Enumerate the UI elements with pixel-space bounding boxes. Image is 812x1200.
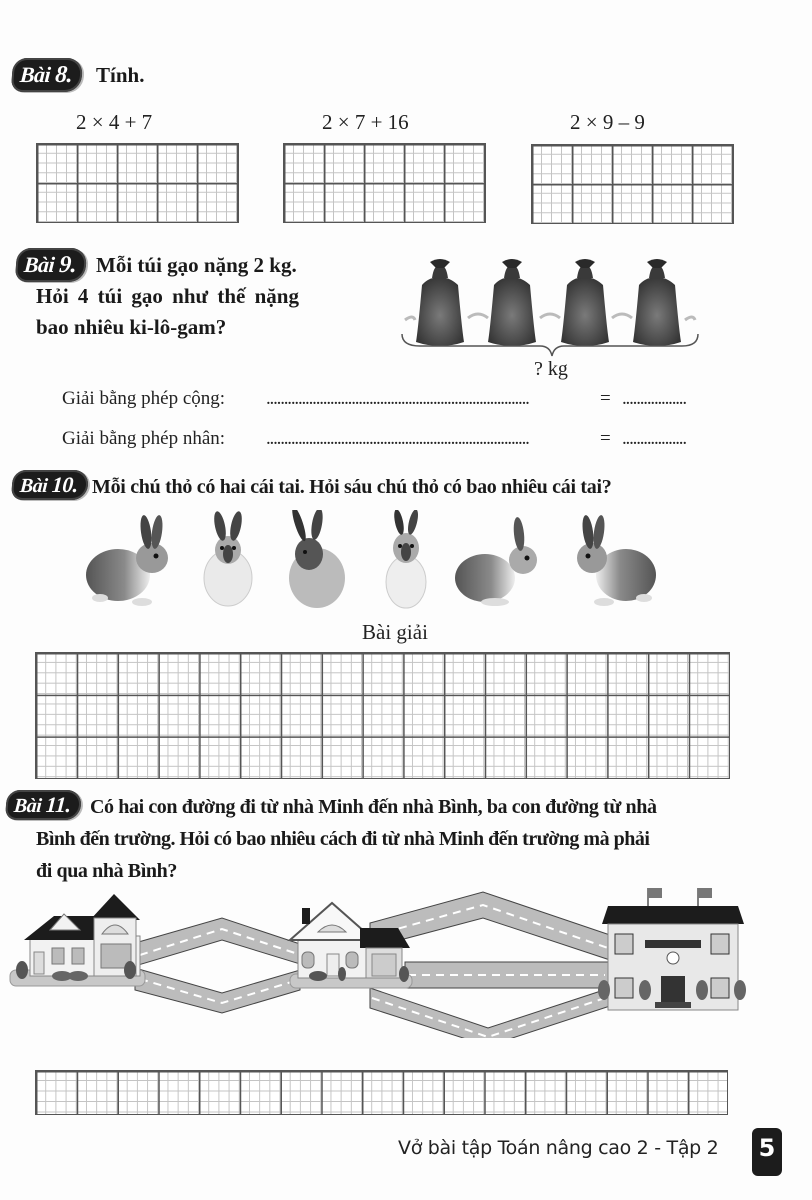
rice-sack-group-icon xyxy=(400,250,700,360)
answer-grid-11[interactable] xyxy=(35,1070,728,1115)
badge-prefix: Bài xyxy=(19,475,49,497)
addition-equals: = xyxy=(600,388,611,409)
road-icon xyxy=(405,962,610,988)
badge-prefix: Bài xyxy=(19,62,52,87)
exercise-9-badge xyxy=(15,248,88,282)
rabbit-icon xyxy=(86,514,168,606)
exercise-11-line-2: Bình đến trường. Hỏi có bao nhiêu cách đi từ nhà Minh đến trường mà phải xyxy=(36,828,650,850)
rabbit-icon xyxy=(289,510,345,608)
minh-house-icon xyxy=(10,894,145,986)
exercise-10-badge xyxy=(11,470,89,500)
page-number: 5 xyxy=(752,1128,782,1176)
exercise-8-title: Tính. xyxy=(96,63,145,87)
multiplication-equals: = xyxy=(600,428,611,449)
badge-prefix: Bài xyxy=(23,252,56,277)
brace-label: ? kg xyxy=(534,358,568,380)
rabbit-icon xyxy=(577,514,656,606)
solution-label: Bài giải xyxy=(362,620,428,644)
badge-number: 9. xyxy=(58,252,78,278)
exercise-11-line-1: Có hai con đường đi từ nhà Minh đến nhà Bình, ba con đường từ nhà xyxy=(90,796,657,818)
exercise-11-line-3: đi qua nhà Bình? xyxy=(36,860,177,882)
addition-result-dots[interactable]: .................. xyxy=(622,388,686,409)
expression-2: 2 × 7 + 16 xyxy=(322,110,409,134)
road-icon xyxy=(370,892,610,960)
road-icon xyxy=(135,968,300,1013)
exercise-9-line-1: Mỗi túi gạo nặng 2 kg. xyxy=(96,253,297,277)
multiplication-answer-label: Giải bằng phép nhân: xyxy=(62,428,226,449)
exercise-10-title: Mỗi chú thỏ có hai cái tai. Hỏi sáu chú thỏ có bao nhiêu cái tai? xyxy=(92,476,612,498)
rabbit-icon xyxy=(386,510,426,608)
exercise-9-line-3: bao nhiêu ki-lô-gam? xyxy=(36,315,227,339)
exercise-8-badge xyxy=(11,58,84,92)
addition-answer-label: Giải bằng phép cộng: xyxy=(62,388,226,409)
exercise-11-badge xyxy=(5,790,82,820)
badge-number: 8. xyxy=(54,62,74,88)
answer-grid-2[interactable] xyxy=(283,143,486,223)
book-title: Vở bài tập Toán nâng cao 2 - Tập 2 xyxy=(398,1137,719,1159)
multiplication-answer-dots[interactable]: .......................................................................... xyxy=(266,428,529,449)
badge-prefix: Bài xyxy=(13,795,43,817)
roads-map-illustration xyxy=(0,878,812,1038)
badge-number: 10. xyxy=(51,472,79,497)
rabbit-icon xyxy=(204,510,252,606)
addition-answer-dots[interactable]: .......................................................................... xyxy=(266,388,529,409)
binh-house-icon xyxy=(290,903,412,988)
badge-number: 11. xyxy=(45,792,72,817)
rabbits-illustration xyxy=(80,510,680,615)
exercise-9-line-2: Hỏi 4 túi gạo như thế nặng xyxy=(36,284,299,308)
expression-1: 2 × 4 + 7 xyxy=(76,110,153,134)
expression-3: 2 × 9 – 9 xyxy=(570,110,645,134)
solution-grid[interactable] xyxy=(35,652,730,779)
answer-grid-3[interactable] xyxy=(531,144,734,224)
multiplication-result-dots[interactable]: .................. xyxy=(622,428,686,449)
rabbit-icon xyxy=(455,517,537,606)
school-icon xyxy=(598,888,746,1010)
answer-grid-1[interactable] xyxy=(36,143,239,223)
road-icon xyxy=(370,988,610,1038)
road-icon xyxy=(135,918,300,966)
